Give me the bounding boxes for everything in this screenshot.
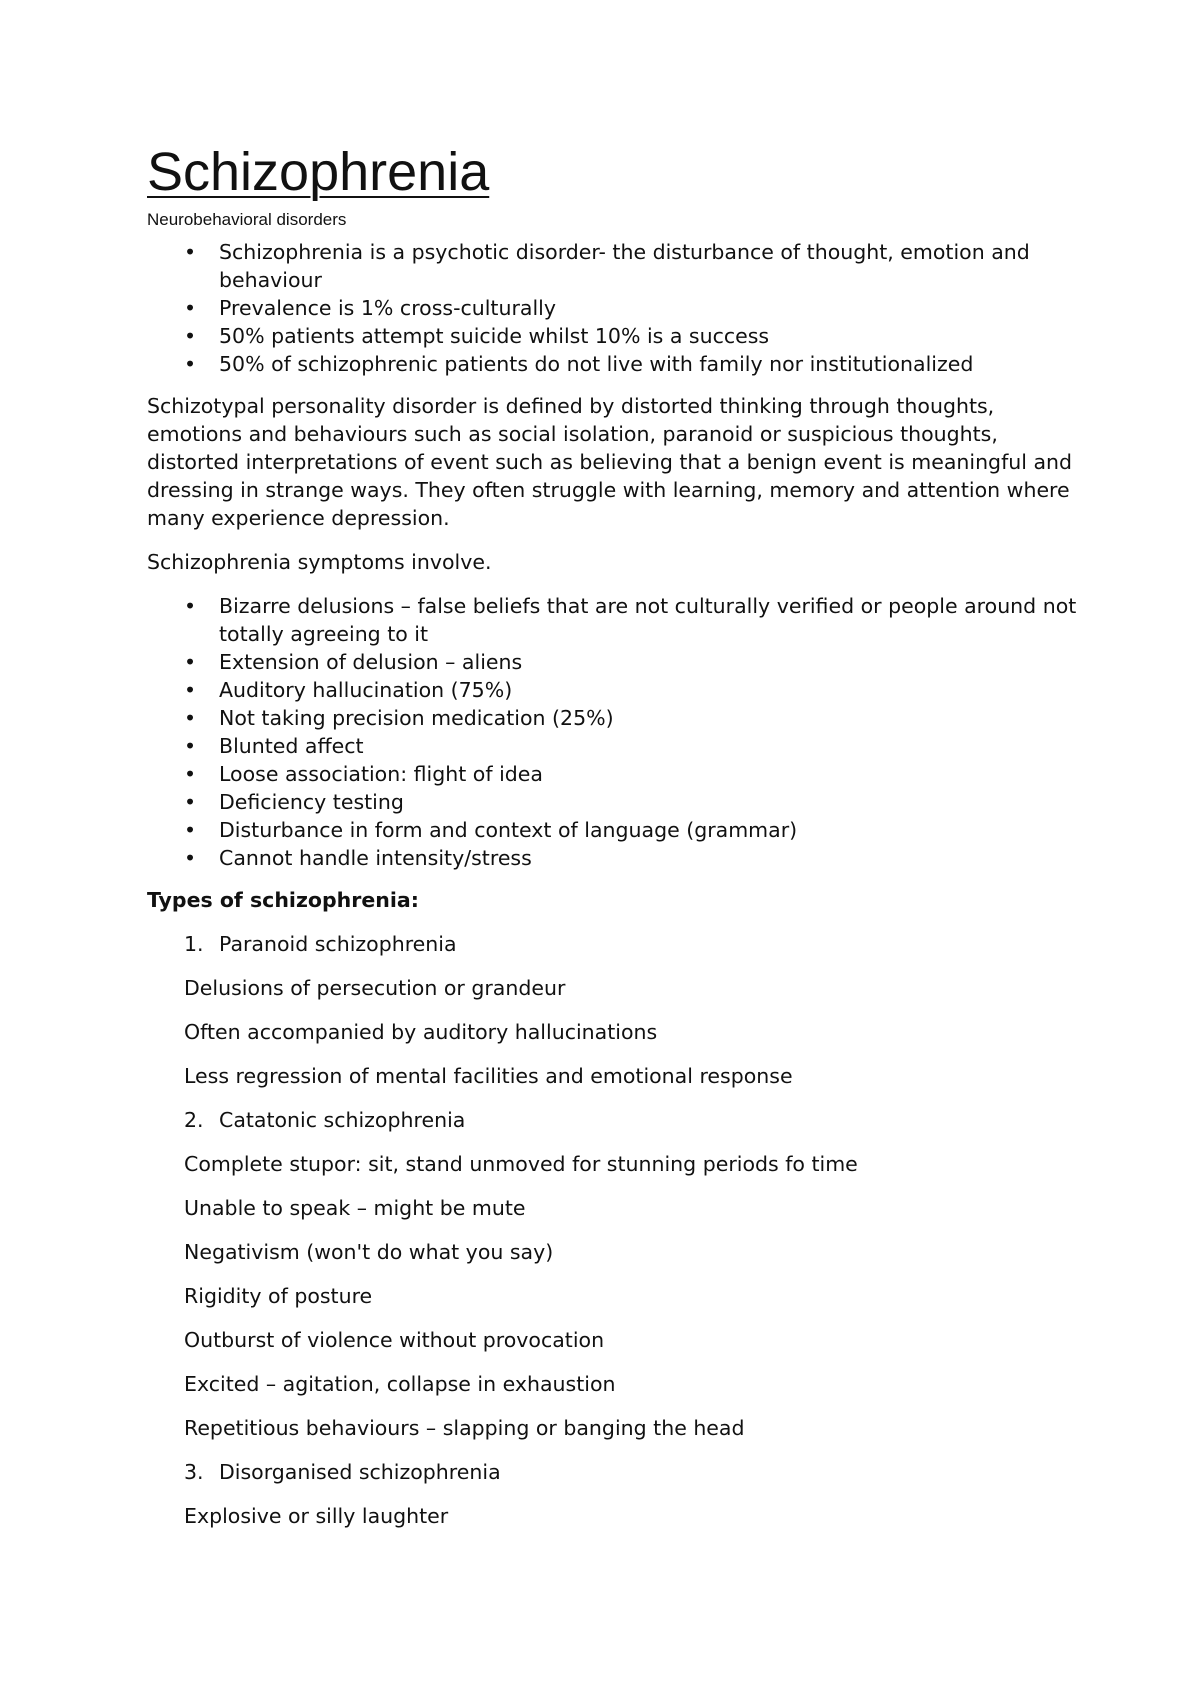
type-name: Paranoid schizophrenia [219, 932, 457, 956]
schizotypal-paragraph: Schizotypal personality disorder is defined by distorted thinking through thoughts, emotions and behaviours such as social isolation, paranoid or suspicious thoughts, distorted interpretations of event such as believing that a benign event is meaningful and dressing in strange ways. They often struggle with learning, memory and attention where many experience depression. [147, 394, 1073, 530]
list-item: • Extension of delusion – aliens [147, 648, 1077, 676]
type-heading [147, 1458, 1077, 1486]
type-detail: Often accompanied by auditory hallucinations [184, 1020, 658, 1044]
type-detail: Negativism (won't do what you say) [184, 1240, 554, 1264]
list-item: • Not taking precision medication (25%) [147, 704, 1077, 732]
intro-bullet-list [147, 238, 1077, 378]
type-detail: Less regression of mental facilities and emotional response [184, 1064, 793, 1088]
type-heading [147, 1106, 1077, 1134]
type-detail: Unable to speak – might be mute [184, 1196, 526, 1220]
list-item: • Disturbance in form and context of language (grammar) [147, 816, 1077, 844]
type-number: 1. [184, 932, 204, 956]
types-heading: Types of schizophrenia: [147, 888, 419, 912]
type-name: Catatonic schizophrenia [219, 1108, 466, 1132]
type-name: Disorganised schizophrenia [219, 1460, 501, 1484]
symptoms-intro: Schizophrenia symptoms involve. [147, 550, 492, 574]
type-number: 3. [184, 1460, 204, 1484]
document-title: Schizophrenia [147, 142, 490, 202]
list-item: • Loose association: flight of idea [147, 760, 1077, 788]
list-item: • Blunted affect [147, 732, 1077, 760]
list-item: • Prevalence is 1% cross-culturally [147, 294, 1077, 322]
list-item: • Auditory hallucination (75%) [147, 676, 1077, 704]
type-detail: Outburst of violence without provocation [184, 1328, 605, 1352]
type-number: 2. [184, 1108, 204, 1132]
type-detail: Explosive or silly laughter [184, 1504, 449, 1528]
document-page [147, 140, 1077, 1546]
list-item: • Schizophrenia is a psychotic disorder- the disturbance of thought, emotion and behaviour [147, 238, 1077, 294]
type-detail: Rigidity of posture [184, 1284, 373, 1308]
list-item: • Deficiency testing [147, 788, 1077, 816]
list-item: • Bizarre delusions – false beliefs that are not culturally verified or people around not totally agreeing to it [147, 592, 1077, 648]
type-detail: Delusions of persecution or grandeur [184, 976, 566, 1000]
list-item: • Cannot handle intensity/stress [147, 844, 1077, 872]
type-detail: Excited – agitation, collapse in exhaustion [184, 1372, 616, 1396]
type-detail: Repetitious behaviours – slapping or banging the head [184, 1416, 745, 1440]
type-detail: Complete stupor: sit, stand unmoved for stunning periods fo time [184, 1152, 858, 1176]
symptom-bullet-list [147, 592, 1077, 872]
list-item: • 50% of schizophrenic patients do not live with family nor institutionalized [147, 350, 1077, 378]
list-item: • 50% patients attempt suicide whilst 10% is a success [147, 322, 1077, 350]
type-heading [147, 930, 1077, 958]
document-subtitle: Neurobehavioral disorders [147, 210, 347, 229]
